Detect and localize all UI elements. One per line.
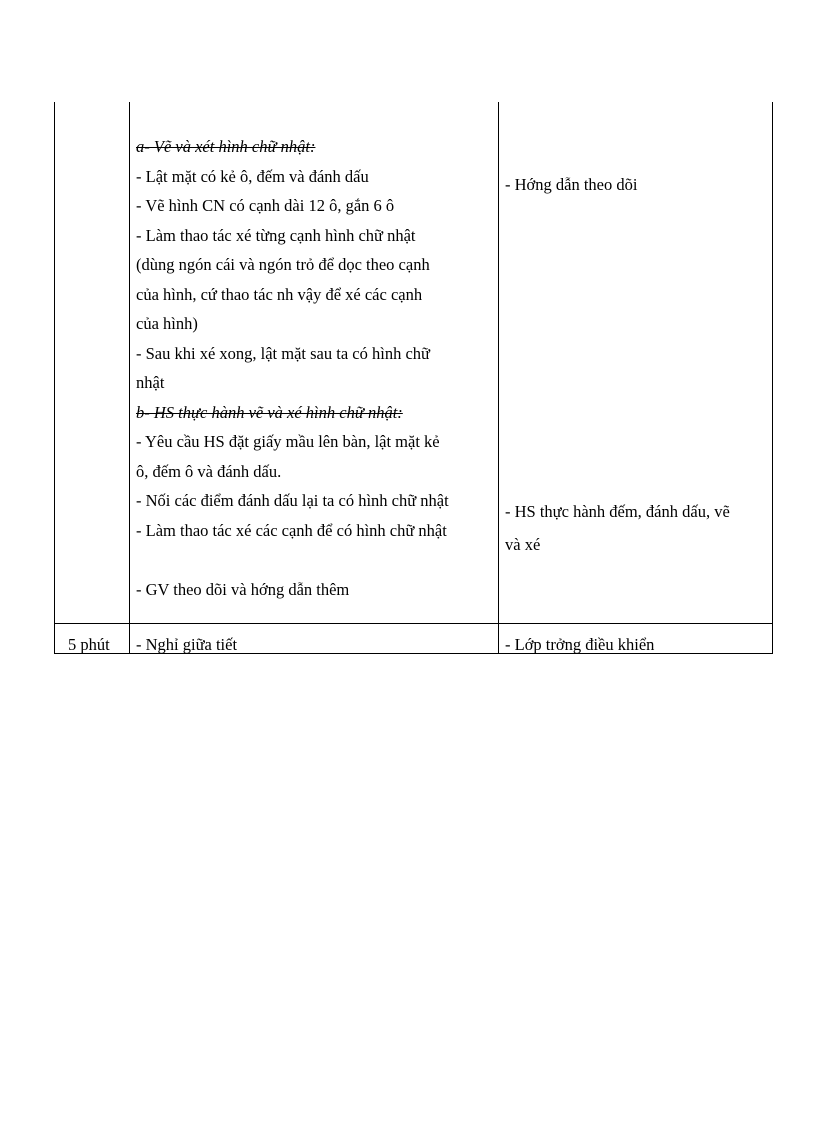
table-border-left (54, 102, 55, 654)
section-a-line: nhật (136, 373, 165, 392)
student-activity-break: - Lớp trởng điều khiển (505, 635, 655, 654)
section-a-line: - Vẽ hình CN có cạnh dài 12 ô, gắn 6 ô (136, 196, 395, 215)
table-border-right (772, 102, 773, 654)
blank-line (136, 545, 449, 575)
column-divider-1 (129, 102, 130, 654)
teacher-activity-break: - Nghỉ giữa tiết (136, 635, 238, 654)
section-b-line: ô, đếm ô và đánh dấu. (136, 461, 282, 481)
section-a-line: của hình, cứ thao tác nh vậy để xé các cạnh (136, 284, 423, 304)
student-activity-line-1: - Hớng dẫn theo dõi (505, 175, 638, 194)
student-activity-line-2: - HS thực hành đếm, đánh dấu, vẽ (505, 502, 730, 521)
section-b-line: - Nối các điểm đánh dấu lại ta có hình chữ nhật (136, 491, 449, 510)
section-a-line: - Lật mặt có kẻ ô, đếm và đánh dấu (136, 166, 369, 186)
gv-note: - GV theo dõi và hớng dẫn thêm (136, 579, 350, 599)
time-cell: 5 phút (68, 635, 110, 654)
section-b-heading: b- HS thực hành vẽ và xé hình chữ nhật: (136, 402, 403, 422)
column-divider-2 (498, 102, 499, 654)
lesson-table (54, 102, 773, 654)
student-activity-line-3: và xé (505, 535, 541, 554)
section-a-line: (dùng ngón cái và ngón trỏ để dọc theo cạnh (136, 255, 430, 274)
row-divider (54, 623, 773, 624)
section-b-line: - Yêu cầu HS đặt giấy mầu lên bàn, lật mặt kẻ (136, 432, 440, 451)
teacher-activity-cell (136, 132, 449, 604)
section-a-line: - Sau khi xé xong, lật mặt sau ta có hình chữ (136, 343, 430, 363)
section-a-heading: a- Vẽ và xét hình chữ nhật: (136, 137, 316, 156)
section-a-line: của hình) (136, 314, 198, 333)
section-a-line: - Làm thao tác xé từng cạnh hình chữ nhật (136, 225, 416, 245)
section-b-line: - Làm thao tác xé các cạnh để có hình chữ nhật (136, 520, 447, 540)
